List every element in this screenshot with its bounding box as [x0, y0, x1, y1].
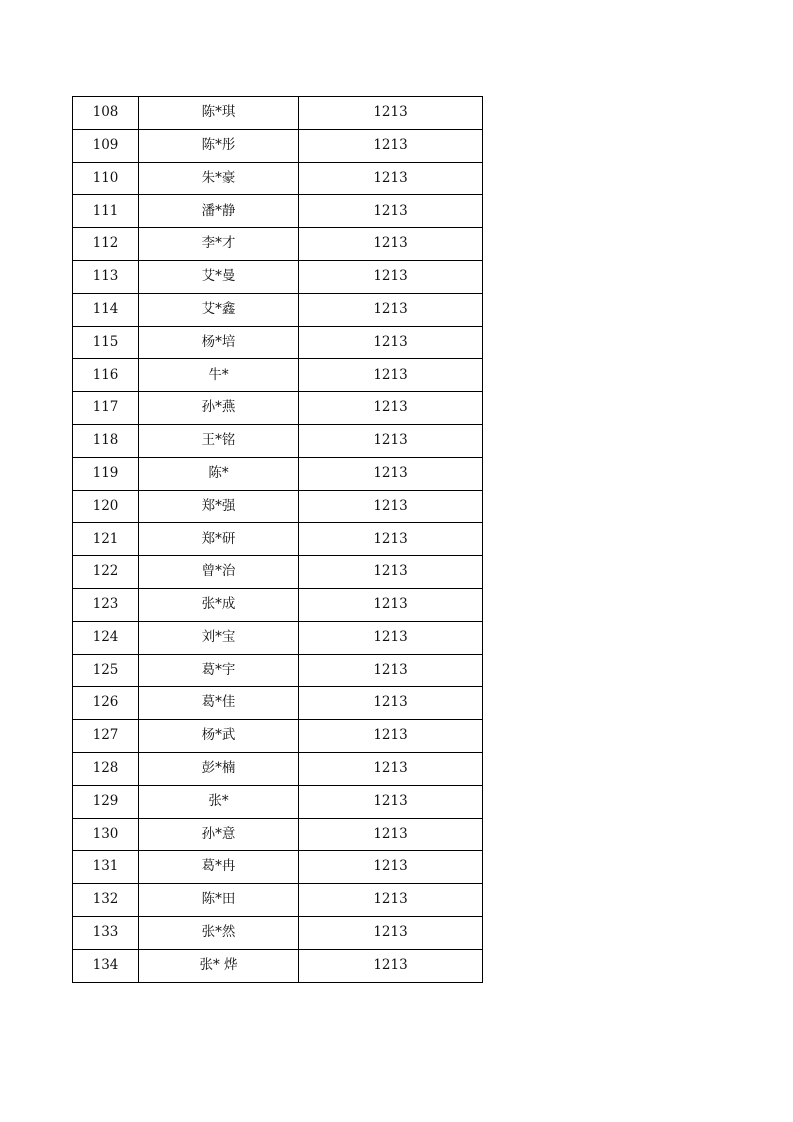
row-number-cell: 126 — [73, 687, 139, 720]
name-cell: 孙*意 — [139, 818, 299, 851]
code-cell: 1213 — [299, 195, 483, 228]
name-cell: 葛*冉 — [139, 851, 299, 884]
code-cell: 1213 — [299, 129, 483, 162]
table-row — [73, 490, 483, 523]
code-cell: 1213 — [299, 457, 483, 490]
name-cell: 陈* — [139, 457, 299, 490]
code-cell: 1213 — [299, 884, 483, 917]
row-number-cell: 133 — [73, 916, 139, 949]
code-cell: 1213 — [299, 621, 483, 654]
table-row — [73, 916, 483, 949]
row-number-cell: 132 — [73, 884, 139, 917]
name-cell: 艾*鑫 — [139, 293, 299, 326]
row-number-cell: 127 — [73, 720, 139, 753]
row-number-cell: 129 — [73, 785, 139, 818]
code-cell: 1213 — [299, 818, 483, 851]
row-number-cell: 113 — [73, 260, 139, 293]
name-cell: 张* 烨 — [139, 949, 299, 982]
name-cell: 牛* — [139, 359, 299, 392]
table-row — [73, 457, 483, 490]
table-row — [73, 228, 483, 261]
code-cell: 1213 — [299, 556, 483, 589]
row-number-cell: 110 — [73, 162, 139, 195]
row-number-cell: 121 — [73, 523, 139, 556]
code-cell: 1213 — [299, 949, 483, 982]
row-number-cell: 114 — [73, 293, 139, 326]
roster-table-body — [73, 97, 483, 983]
name-cell: 张*然 — [139, 916, 299, 949]
row-number-cell: 130 — [73, 818, 139, 851]
row-number-cell: 123 — [73, 588, 139, 621]
document-page — [72, 96, 482, 983]
table-row — [73, 162, 483, 195]
code-cell: 1213 — [299, 851, 483, 884]
code-cell: 1213 — [299, 260, 483, 293]
table-row — [73, 556, 483, 589]
roster-table — [72, 96, 483, 983]
table-row — [73, 523, 483, 556]
code-cell: 1213 — [299, 424, 483, 457]
row-number-cell: 112 — [73, 228, 139, 261]
code-cell: 1213 — [299, 392, 483, 425]
table-row — [73, 293, 483, 326]
code-cell: 1213 — [299, 752, 483, 785]
row-number-cell: 117 — [73, 392, 139, 425]
code-cell: 1213 — [299, 687, 483, 720]
table-row — [73, 129, 483, 162]
name-cell: 陈*田 — [139, 884, 299, 917]
table-row — [73, 785, 483, 818]
code-cell: 1213 — [299, 654, 483, 687]
row-number-cell: 128 — [73, 752, 139, 785]
code-cell: 1213 — [299, 359, 483, 392]
name-cell: 葛*佳 — [139, 687, 299, 720]
name-cell: 朱*豪 — [139, 162, 299, 195]
name-cell: 艾*曼 — [139, 260, 299, 293]
name-cell: 郑*强 — [139, 490, 299, 523]
code-cell: 1213 — [299, 916, 483, 949]
name-cell: 刘*宝 — [139, 621, 299, 654]
name-cell: 潘*静 — [139, 195, 299, 228]
code-cell: 1213 — [299, 785, 483, 818]
name-cell: 葛*宇 — [139, 654, 299, 687]
table-row — [73, 260, 483, 293]
table-row — [73, 97, 483, 130]
table-row — [73, 687, 483, 720]
code-cell: 1213 — [299, 97, 483, 130]
name-cell: 彭*楠 — [139, 752, 299, 785]
name-cell: 王*铭 — [139, 424, 299, 457]
table-row — [73, 884, 483, 917]
row-number-cell: 125 — [73, 654, 139, 687]
name-cell: 郑*研 — [139, 523, 299, 556]
row-number-cell: 124 — [73, 621, 139, 654]
row-number-cell: 134 — [73, 949, 139, 982]
row-number-cell: 119 — [73, 457, 139, 490]
table-row — [73, 359, 483, 392]
row-number-cell: 122 — [73, 556, 139, 589]
code-cell: 1213 — [299, 588, 483, 621]
name-cell: 陈*彤 — [139, 129, 299, 162]
table-row — [73, 949, 483, 982]
code-cell: 1213 — [299, 228, 483, 261]
row-number-cell: 120 — [73, 490, 139, 523]
code-cell: 1213 — [299, 523, 483, 556]
name-cell: 曾*治 — [139, 556, 299, 589]
code-cell: 1213 — [299, 293, 483, 326]
table-row — [73, 720, 483, 753]
name-cell: 张* — [139, 785, 299, 818]
row-number-cell: 131 — [73, 851, 139, 884]
table-row — [73, 392, 483, 425]
row-number-cell: 118 — [73, 424, 139, 457]
table-row — [73, 588, 483, 621]
row-number-cell: 108 — [73, 97, 139, 130]
code-cell: 1213 — [299, 162, 483, 195]
table-row — [73, 818, 483, 851]
name-cell: 杨*培 — [139, 326, 299, 359]
code-cell: 1213 — [299, 490, 483, 523]
table-row — [73, 424, 483, 457]
row-number-cell: 115 — [73, 326, 139, 359]
table-row — [73, 752, 483, 785]
name-cell: 杨*武 — [139, 720, 299, 753]
table-row — [73, 326, 483, 359]
code-cell: 1213 — [299, 326, 483, 359]
row-number-cell: 111 — [73, 195, 139, 228]
row-number-cell: 116 — [73, 359, 139, 392]
name-cell: 张*成 — [139, 588, 299, 621]
table-row — [73, 654, 483, 687]
table-row — [73, 851, 483, 884]
name-cell: 孙*燕 — [139, 392, 299, 425]
name-cell: 李*才 — [139, 228, 299, 261]
row-number-cell: 109 — [73, 129, 139, 162]
code-cell: 1213 — [299, 720, 483, 753]
name-cell: 陈*琪 — [139, 97, 299, 130]
table-row — [73, 195, 483, 228]
table-row — [73, 621, 483, 654]
